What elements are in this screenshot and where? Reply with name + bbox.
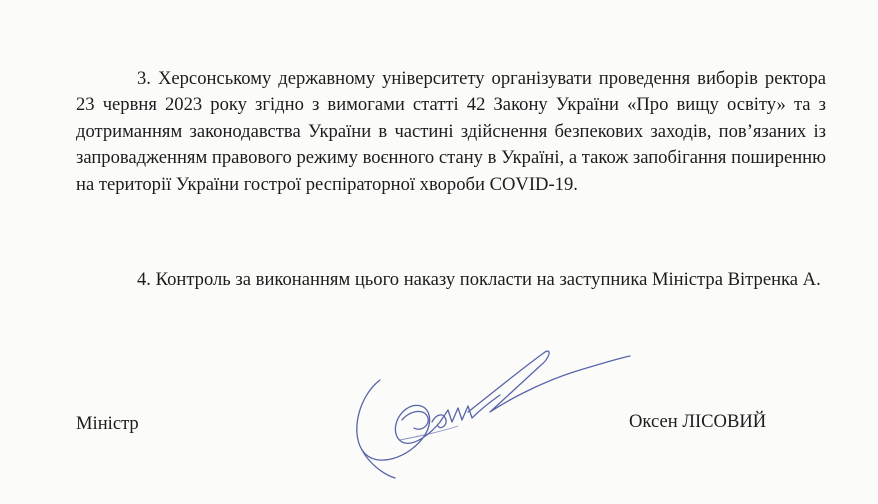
- paragraph-3: 3. Херсонському державному університету організувати проведення виборів ректора 23 червня 2023 року згідно з вимогами статті 42 Закону України «Про вищу освіту» та з дотриманням законодавства України в частині здійснення безпекових заходів, пов’язаних із запровадженням правового режиму воєнного стану в Україні, а також запобігання поширенню на території України гострої респіраторної хвороби COVID-19.: [76, 68, 826, 195]
- signer-title: Міністр: [76, 413, 139, 434]
- signer-name: Оксен ЛІСОВИЙ: [629, 411, 767, 432]
- handwritten-signature: [340, 340, 640, 490]
- paragraph-4: 4. Контроль за виконанням цього наказу покласти на заступника Міністра Вітренка А.: [137, 269, 821, 290]
